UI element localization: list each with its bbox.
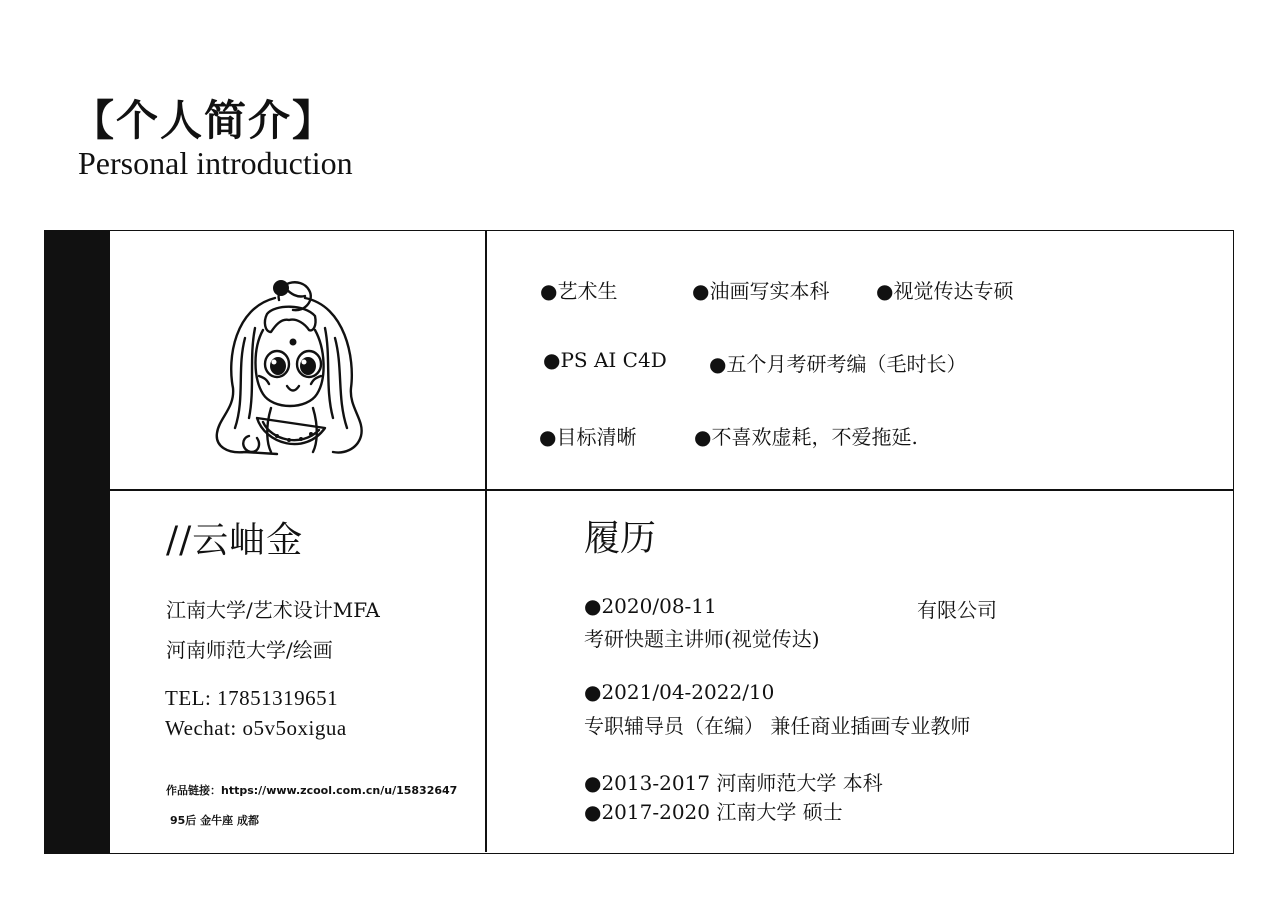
card-horizontal-divider	[110, 489, 1234, 491]
tag-software: ●PS AI C4D	[543, 348, 667, 372]
portfolio-link: 作品链接：https://www.zcool.com.cn/u/15832647	[166, 784, 458, 797]
tag-art-student: ●艺术生	[540, 279, 618, 303]
resume-entry-1-role: 考研快题主讲师(视觉传达)	[584, 627, 820, 651]
contact-tel: TEL: 17851319651	[165, 686, 339, 710]
avatar-illustration	[205, 268, 375, 463]
education-bachelors: 河南师范大学/绘画	[166, 638, 333, 662]
resume-entry-2-period: ●2021/04-2022/10	[584, 680, 775, 704]
page-title: 【个人简介】	[72, 96, 337, 145]
contact-wechat: Wechat: o5v5oxigua	[165, 716, 347, 740]
profile-name: //云岫金	[166, 520, 304, 561]
card-side-stripe	[44, 230, 110, 854]
profile-meta: 95后 金牛座 成都	[170, 814, 259, 827]
resume-title: 履历	[584, 518, 657, 559]
school-entry-masters: ●2017-2020 江南大学 硕士	[584, 800, 843, 824]
tag-visual-communication: ●视觉传达专硕	[876, 279, 1014, 303]
card-vertical-divider	[485, 230, 487, 852]
resume-entry-1-company: 有限公司	[917, 598, 997, 622]
resume-entry-1-period: ●2020/08-11	[584, 594, 717, 618]
education-masters: 江南大学/艺术设计MFA	[166, 598, 380, 622]
page-subtitle: Personal introduction	[78, 145, 353, 181]
tag-no-procrastination: ●不喜欢虚耗，不爱拖延.	[694, 425, 918, 449]
tag-oil-painting: ●油画写实本科	[692, 279, 830, 303]
school-entry-bachelors: ●2013-2017 河南师范大学 本科	[584, 771, 883, 795]
tag-exam-prep: ●五个月考研考编（毛时长）	[709, 352, 967, 376]
resume-entry-2-role: 专职辅导员（在编） 兼任商业插画专业教师	[584, 714, 971, 738]
tag-clear-goals: ●目标清晰	[539, 425, 637, 449]
